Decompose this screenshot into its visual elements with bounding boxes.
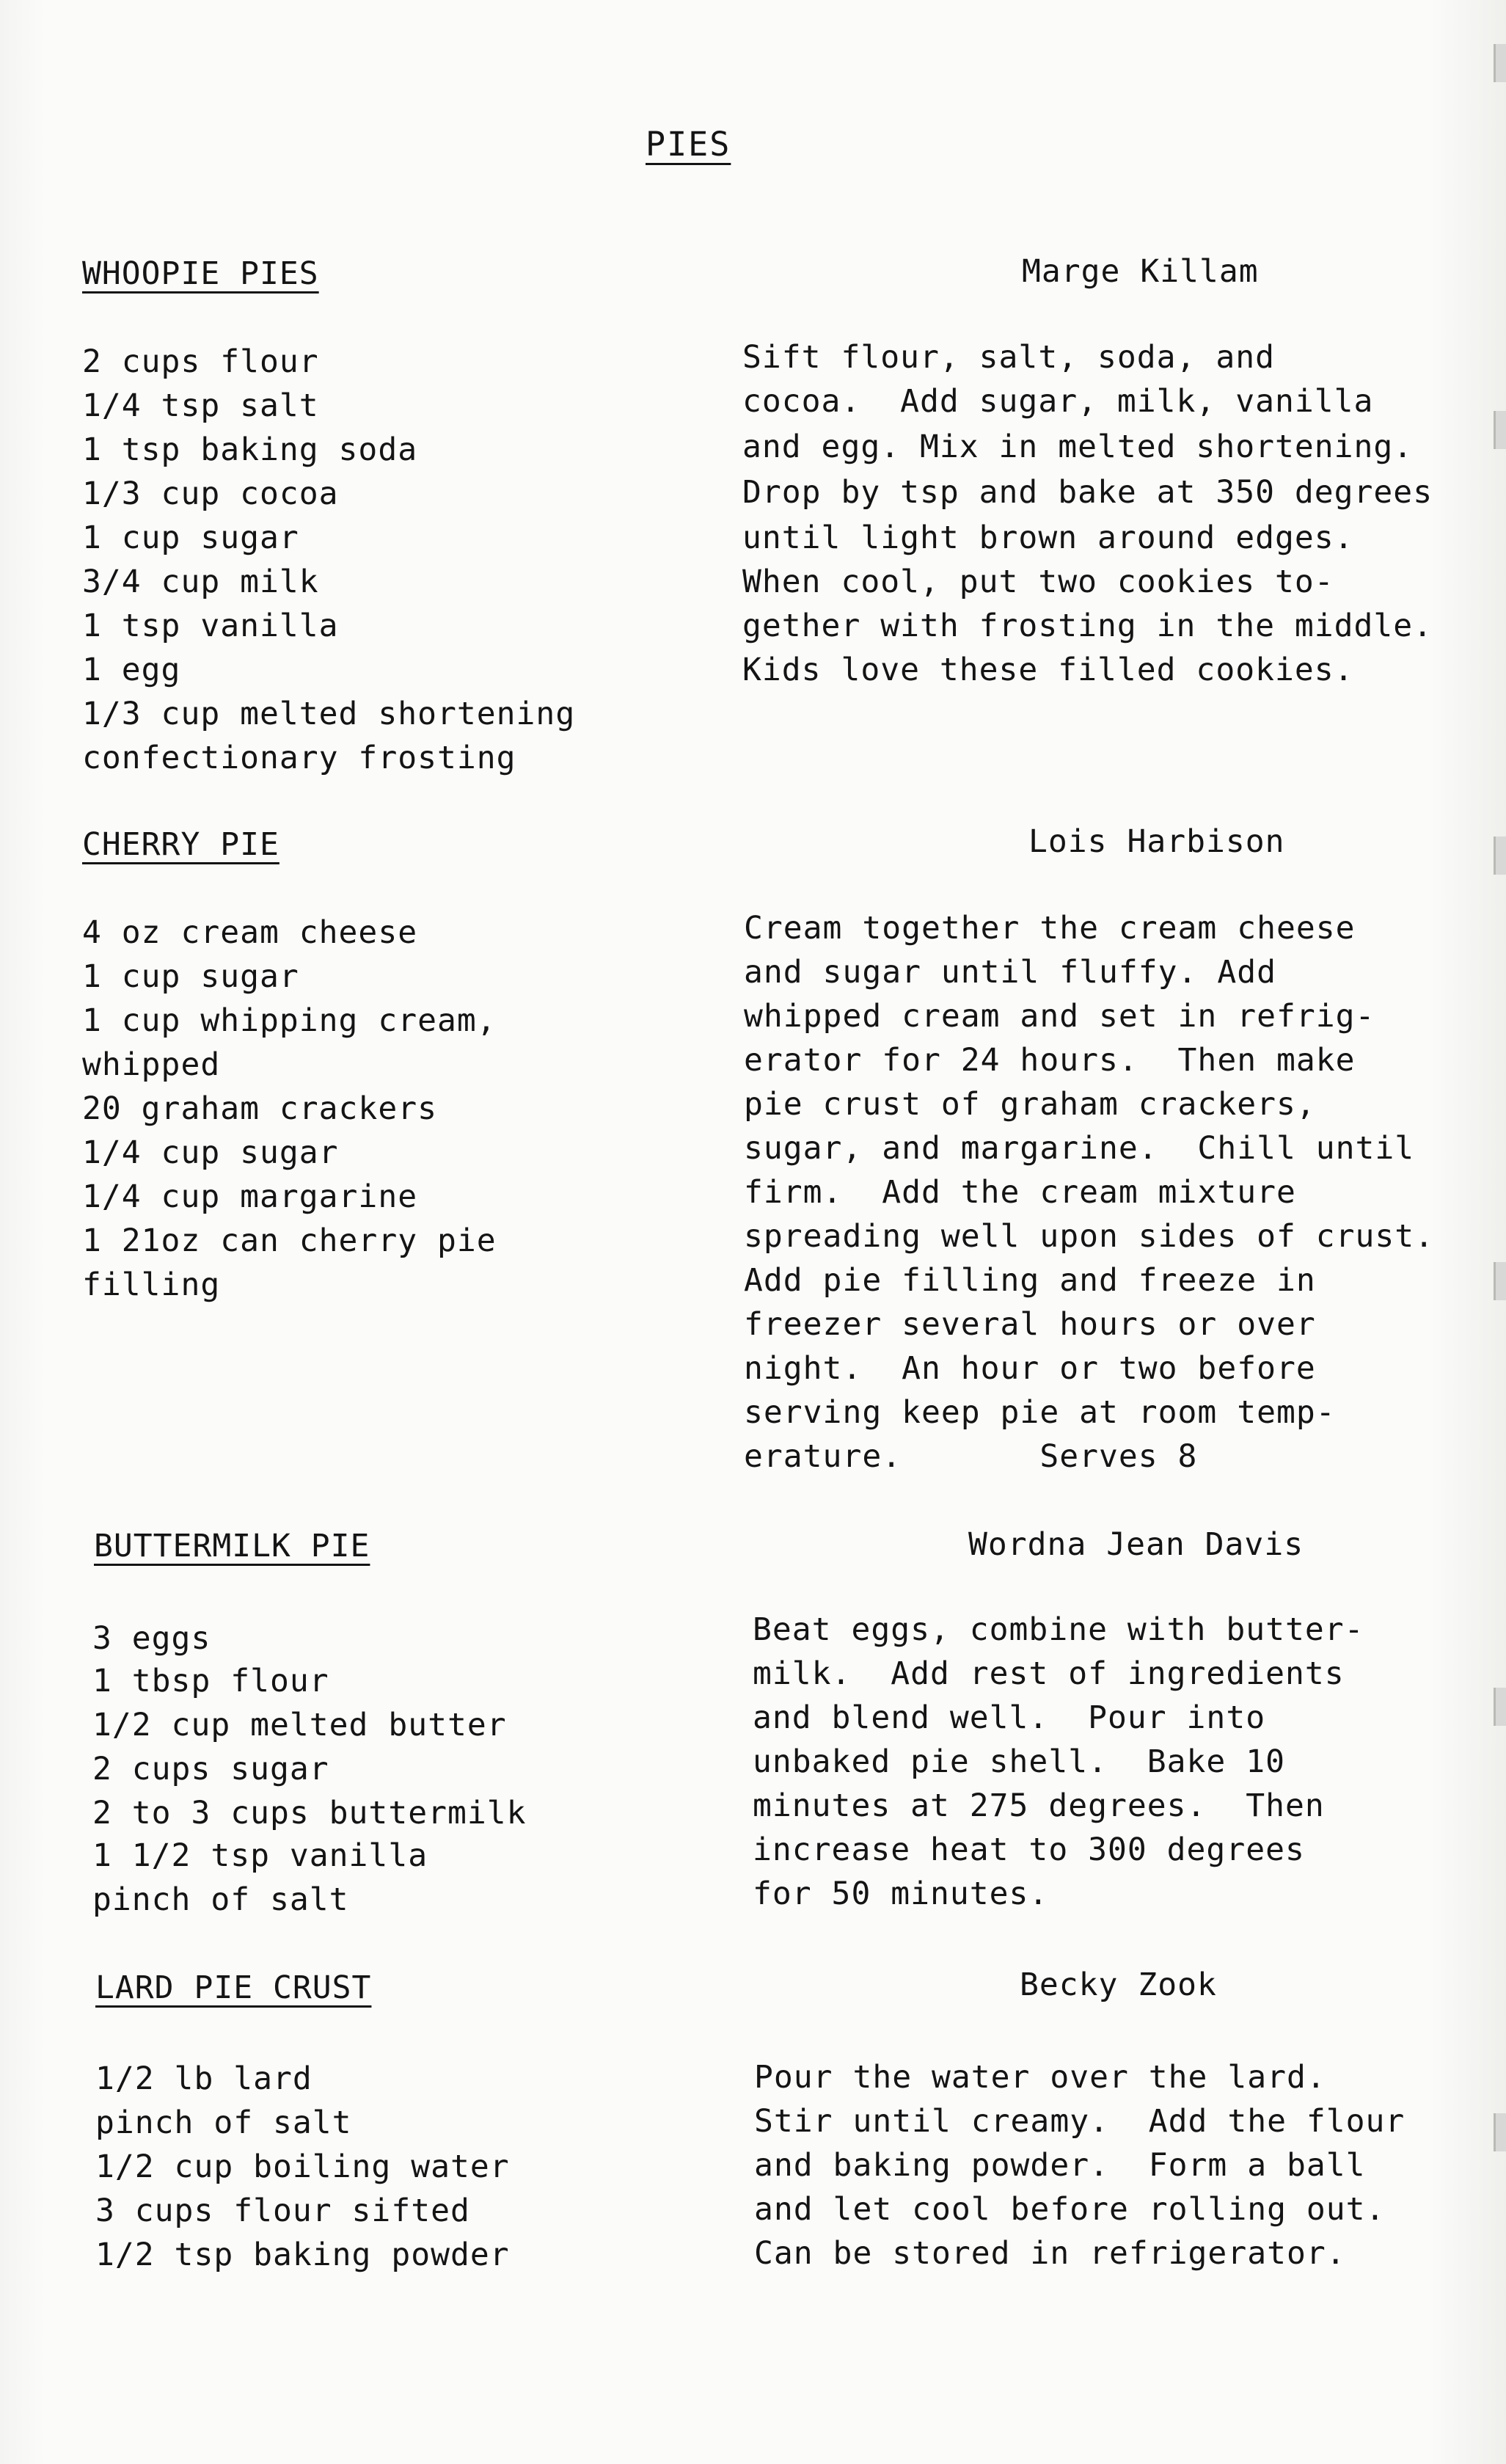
direction-line: night. An hour or two before (744, 1350, 1316, 1387)
ingredient: pinch of salt (92, 1881, 349, 1918)
direction-line: Can be stored in refrigerator. (754, 2235, 1346, 2272)
direction-line: Pour the water over the lard. (754, 2059, 1326, 2096)
ingredient: 1 tsp vanilla (82, 608, 339, 644)
direction-line: and baking powder. Form a ball (754, 2147, 1366, 2184)
direction-line: freezer several hours or over (744, 1306, 1316, 1343)
ingredient: 1 cup sugar (82, 520, 299, 556)
ingredient: 1/4 cup margarine (82, 1178, 418, 1215)
ingredient: 1 cup sugar (82, 958, 299, 995)
ingredient: 2 cups sugar (92, 1751, 329, 1787)
ingredient: 1/2 cup melted butter (92, 1707, 507, 1743)
direction-line: and let cool before rolling out. (754, 2191, 1386, 2228)
ingredient: 1 cup whipping cream, (82, 1002, 497, 1039)
ingredient: 2 to 3 cups buttermilk (92, 1795, 527, 1831)
recipe-title: WHOOPIE PIES (82, 255, 319, 292)
direction-line: erature. Serves 8 (744, 1438, 1198, 1475)
ingredient: 20 graham crackers (82, 1090, 437, 1127)
direction-line: and sugar until fluffy. Add (744, 954, 1276, 991)
recipe-author: Becky Zook (1020, 1967, 1217, 2003)
direction-line: Sift flour, salt, soda, and (742, 339, 1275, 376)
direction-line: cocoa. Add sugar, milk, vanilla (742, 383, 1374, 420)
direction-line: whipped cream and set in refrig- (744, 998, 1375, 1035)
direction-line: Cream together the cream cheese (744, 910, 1356, 947)
ingredient: 4 oz cream cheese (82, 914, 418, 951)
direction-line: When cool, put two cookies to- (742, 564, 1334, 600)
ingredient: 1/4 cup sugar (82, 1134, 339, 1171)
direction-line: gether with frosting in the middle. (742, 608, 1433, 644)
recipe-author: Lois Harbison (1028, 823, 1285, 860)
direction-line: until light brown around edges. (742, 520, 1354, 556)
ingredient: 2 cups flour (82, 343, 319, 380)
direction-line: erator for 24 hours. Then make (744, 1042, 1356, 1079)
ingredient: 1 21oz can cherry pie (82, 1222, 497, 1259)
ingredient: 1/3 cup cocoa (82, 475, 339, 512)
direction-line: firm. Add the cream mixture (744, 1174, 1296, 1211)
direction-line: Drop by tsp and bake at 350 degrees (742, 474, 1433, 511)
recipe-title: LARD PIE CRUST (95, 1969, 372, 2006)
binding-hole (1494, 836, 1506, 875)
direction-line: Kids love these filled cookies. (742, 652, 1354, 688)
binding-hole (1494, 411, 1506, 449)
recipe-author: Wordna Jean Davis (968, 1526, 1304, 1563)
direction-line: unbaked pie shell. Bake 10 (753, 1743, 1285, 1780)
ingredient: 3 cups flour sifted (95, 2193, 470, 2229)
binding-hole (1494, 2113, 1506, 2151)
ingredient: 3/4 cup milk (82, 564, 319, 600)
ingredient: pinch of salt (95, 2104, 352, 2141)
ingredient: 1/3 cup melted shortening (82, 696, 576, 732)
ingredient: 1/4 tsp salt (82, 387, 319, 424)
recipe-title: BUTTERMILK PIE (94, 1528, 370, 1564)
binding-hole (1494, 1262, 1506, 1300)
direction-line: Add pie filling and freeze in (744, 1262, 1316, 1299)
ingredient: 1 1/2 tsp vanilla (92, 1837, 428, 1874)
ingredient: 1/2 cup boiling water (95, 2148, 510, 2185)
direction-line: serving keep pie at room temp- (744, 1394, 1336, 1431)
ingredient: 1 tsp baking soda (82, 431, 418, 468)
direction-line: increase heat to 300 degrees (753, 1831, 1305, 1868)
recipe-title: CHERRY PIE (82, 826, 279, 863)
ingredient: whipped (82, 1046, 221, 1083)
direction-line: Beat eggs, combine with butter- (753, 1611, 1364, 1648)
direction-line: for 50 minutes. (753, 1876, 1049, 1912)
ingredient: 1/2 lb lard (95, 2060, 312, 2097)
direction-line: pie crust of graham crackers, (744, 1086, 1316, 1123)
recipe-author: Marge Killam (1022, 253, 1259, 290)
ingredient: 1 egg (82, 652, 181, 688)
direction-line: Stir until creamy. Add the flour (754, 2103, 1406, 2140)
ingredient: filling (82, 1266, 221, 1303)
ingredient: 1/2 tsp baking powder (95, 2237, 510, 2273)
ingredient: confectionary frosting (82, 740, 516, 776)
direction-line: spreading well upon sides of crust. (744, 1218, 1435, 1255)
binding-hole (1494, 1688, 1506, 1726)
direction-line: and egg. Mix in melted shortening. (742, 429, 1414, 465)
direction-line: and blend well. Pour into (753, 1699, 1266, 1736)
ingredient: 1 tbsp flour (92, 1663, 329, 1699)
ingredient: 3 eggs (92, 1620, 211, 1657)
direction-line: milk. Add rest of ingredients (753, 1655, 1345, 1692)
page-title: PIES (646, 125, 731, 164)
binding-hole (1494, 44, 1506, 82)
direction-line: minutes at 275 degrees. Then (753, 1787, 1325, 1824)
direction-line: sugar, and margarine. Chill until (744, 1130, 1415, 1167)
